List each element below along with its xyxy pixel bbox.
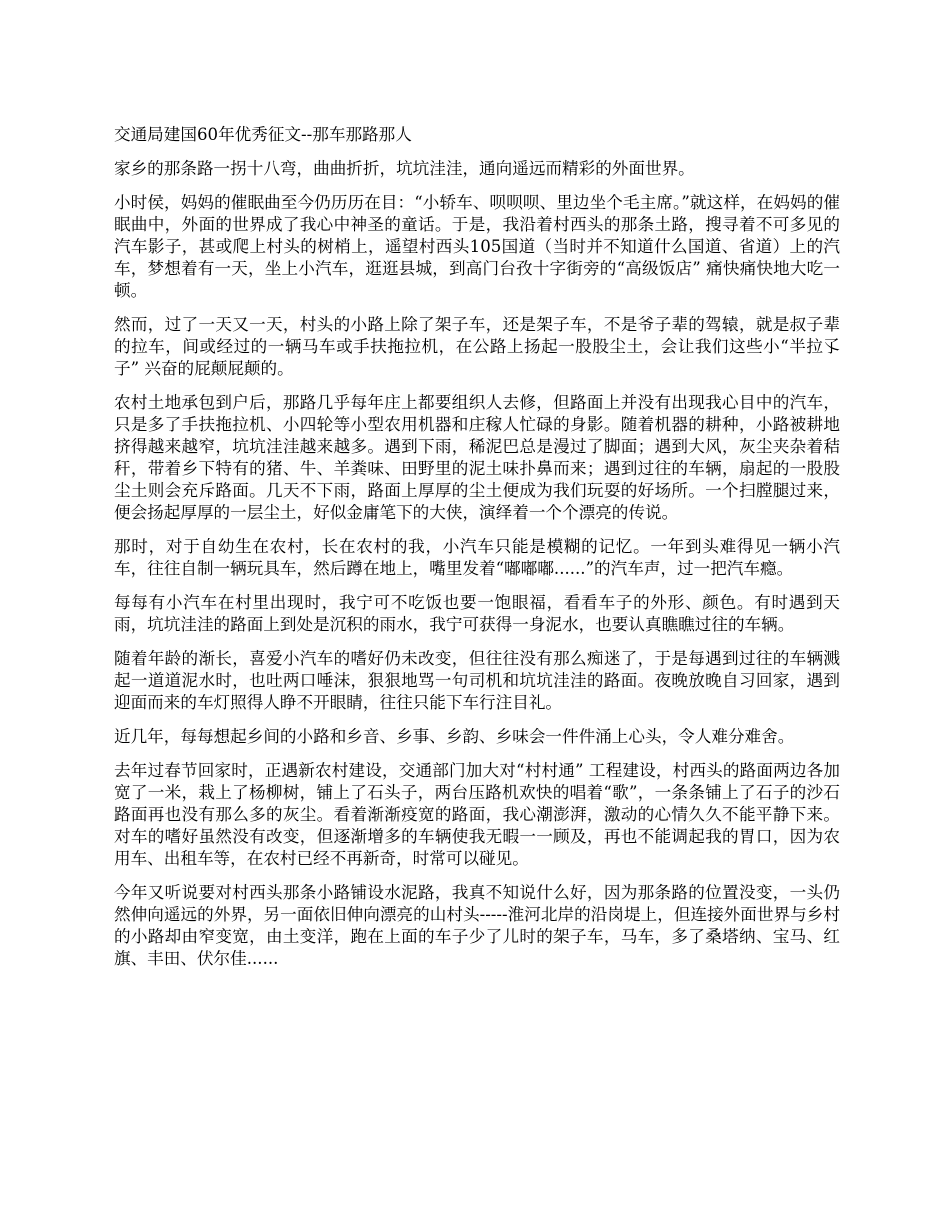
paragraph-5: 那时，对于自幼生在农村，长在农村的我，小汽车只能是模糊的记忆。一年到头难得见一辆小汽车，往往自制一辆玩具车，然后蹲在地上，嘴里发着“嘟嘟嘟......”的汽车声，过一把汽车瘾。 [114, 537, 840, 578]
paragraph-3: 然而，过了一天又一天，村头的小路上除了架子车，还是架子车，不是爷子辈的驾辕，就是叔子辈的拉车，间或经过的一辆马车或手扶拖拉机，在公路上扬起一股股尘土，会让我们这些小“半拉孓子” 兴奋的屁颠屁颠的。 [114, 315, 840, 378]
paragraph-10: 今年又听说要对村西头那条小路铺设水泥路，我真不知说什么好，因为那条路的位置没变，一头仍然伸向遥远的外界，另一面依旧伸向漂亮的山村头-----淮河北岸的沿岗堤上，但连接外面世界与乡村的小路却由窄变宽，由土变洋，跑在上面的车子少了儿时的架子车，马车，多了桑塔纳、宝马、红旗、丰田、伏尔佳...... [114, 883, 840, 968]
paragraph-8: 近几年，每每想起乡间的小路和乡音、乡事、乡韵、乡味会一件件涌上心头，令人难分难舍。 [114, 727, 795, 746]
document-page [114, 124, 840, 982]
paragraph-9: 去年过春节回家时，正遇新农村建设，交通部门加大对“村村通” 工程建设，村西头的路面两边各加宽了一米，栽上了杨柳树，铺上了石头子，两台压路机欢快的唱着“歌”，一条条铺上了石子的沙石路面再也没有那么多的灰尘。看着渐渐疫宽的路面，我心潮澎湃，激动的心情久久不能平静下来。对车的嗜好虽然没有改变，但逐渐增多的车辆使我无暇一一顾及，再也不能调起我的胃口，因为农用车、出租车等，在农村已经不再新奇，时常可以碰见。 [114, 761, 840, 868]
paragraph-1: 家乡的那条路一拐十八弯，曲曲折折，坑坑洼洼，通向遥远而精彩的外面世界。 [114, 159, 695, 178]
document-title: 交通局建国60年优秀征文--那车那路那人 [114, 125, 412, 144]
paragraph-4: 农村土地承包到户后，那路几乎每年庄上都要组织人去修，但路面上并没有出现我心目中的汽车，只是多了手扶拖拉机、小四轮等小型农用机器和庄稼人忙碌的身影。随着机器的耕种，小路被耕地挤得越来越窄，坑坑洼洼越来越多。遇到下雨，稀泥巴总是漫过了脚面；遇到大风，灰尘夹杂着秸秆，带着乡下特有的猪、牛、羊粪味、田野里的泥土味扑鼻而来；遇到过往的车辆，扇起的一股股尘土则会充斥路面。几天不下雨，路面上厚厚的尘土便成为我们玩耍的好场所。一个扫膛腿过来，便会扬起厚厚的一层尘土，好似金庸笔下的大侠，演绎着一个个漂亮的传说。 [114, 393, 840, 522]
paragraph-6: 每每有小汽车在村里出现时，我宁可不吃饭也要一饱眼福，看看车子的外形、颜色。有时遇到天雨，坑坑洼洼的路面上到处是沉积的雨水，我宁可获得一身泥水，也要认真瞧瞧过往的车辆。 [114, 593, 840, 634]
paragraph-7: 随着年龄的渐长，喜爱小汽车的嗜好仍未改变，但往往没有那么痴迷了，于是每遇到过往的车辆溅起一道道泥水时，也吐两口唾沫，狠狠地骂一句司机和坑坑洼洼的路面。夜晚放晚自习回家，遇到迎面而来的车灯照得人睁不开眼睛，往往只能下车行注目礼。 [114, 649, 840, 712]
paragraph-2: 小时侯，妈妈的催眠曲至今仍历历在目：“小轿车、呗呗呗、里边坐个毛主席。”就这样，在妈妈的催眠曲中，外面的世界成了我心中神圣的童话。于是，我沿着村西头的那条土路，搜寻着不可多见的汽车影子，甚或爬上村头的树梢上，遥望村西头105国道（当时并不知道什么国道、省道）上的汽车，梦想着有一天，坐上小汽车，逛逛县城，到高门台孜十字街旁的“高级饭店” 痛快痛快地大吃一顿。 [114, 193, 840, 300]
